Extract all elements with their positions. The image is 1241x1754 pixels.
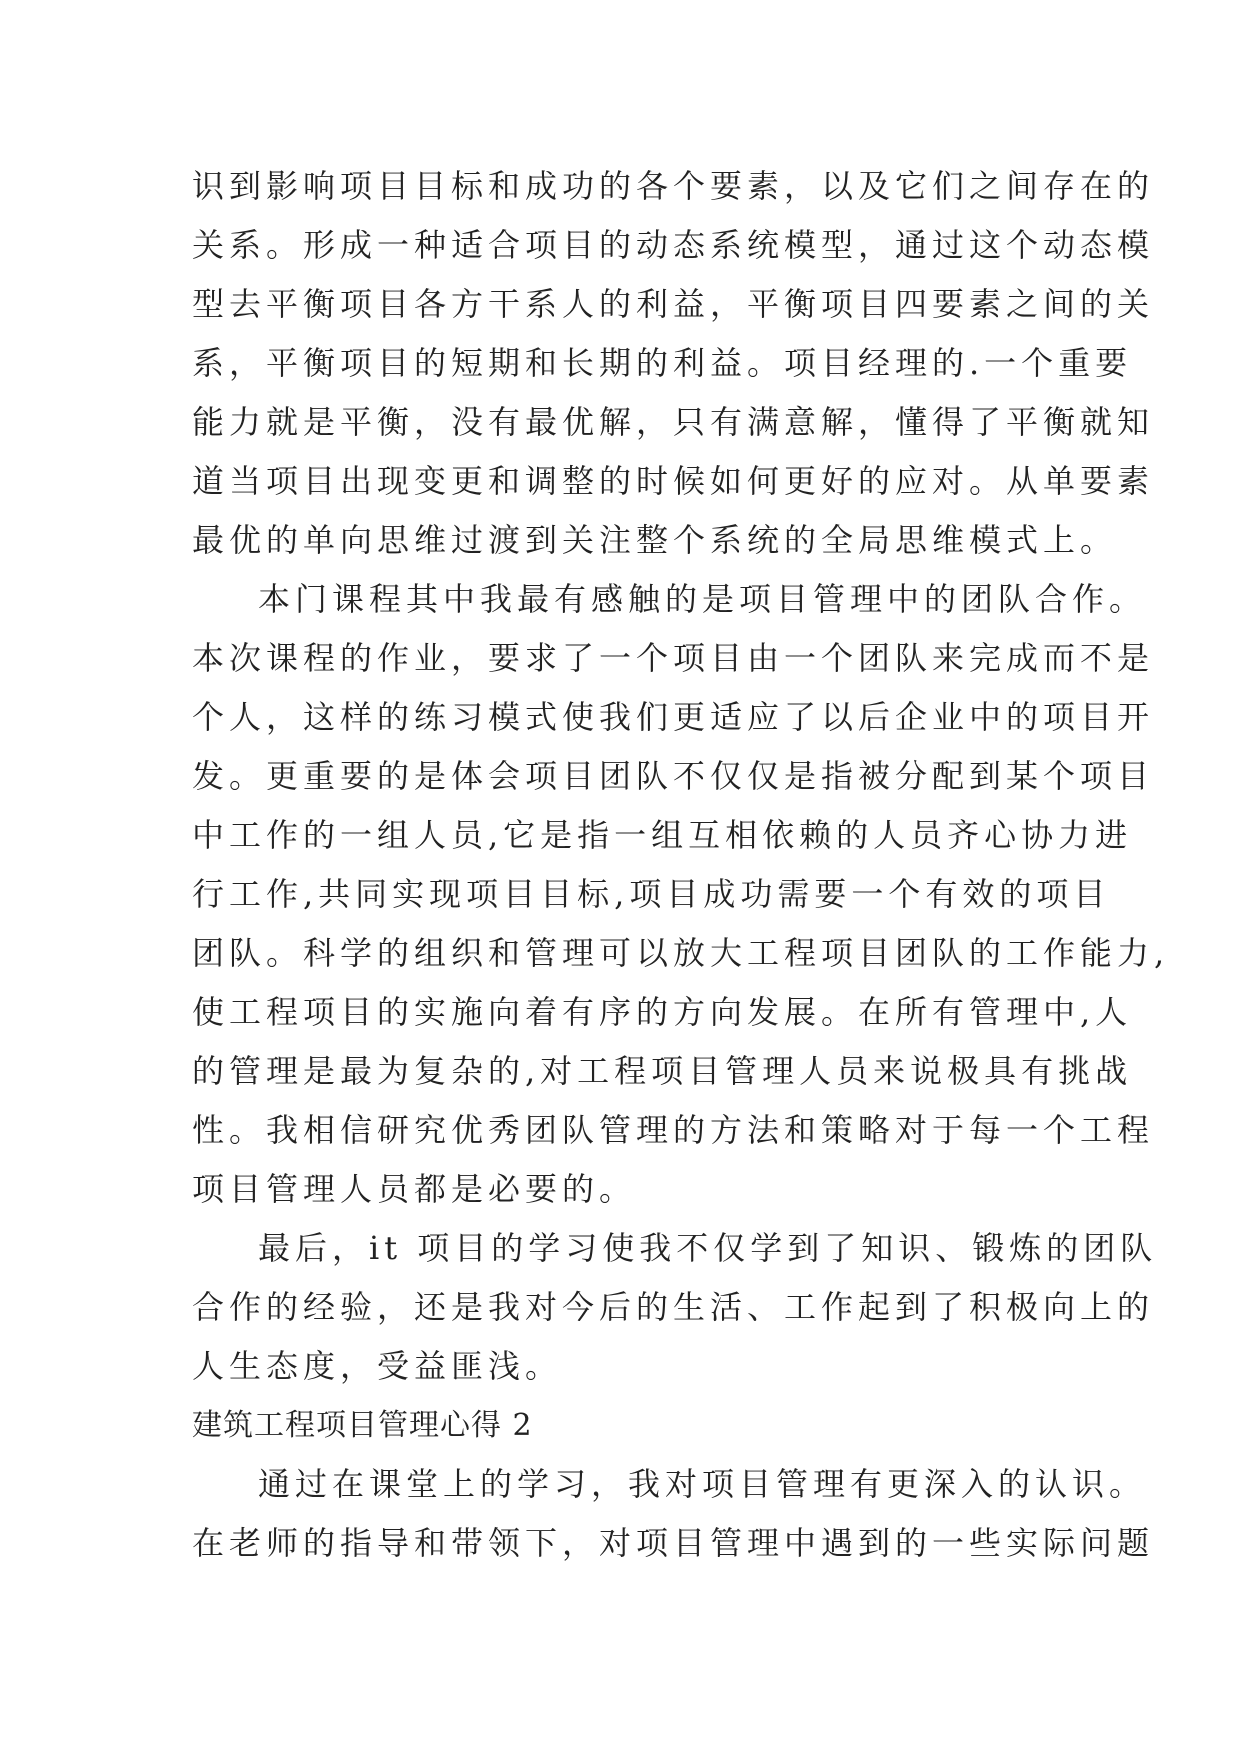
text-line: 使工程项目的实施向着有序的方向发展。在所有管理中,人 xyxy=(192,993,1133,1031)
text-line: 通过在课堂上的学习，我对项目管理有更深入的认识。 xyxy=(258,1465,1147,1503)
text-line: 团队。科学的组织和管理可以放大工程项目团队的工作能力, xyxy=(192,934,1170,972)
text-line: 本次课程的作业，要求了一个项目由一个团队来完成而不是 xyxy=(192,639,1155,677)
text-line: 发。更重要的是体会项目团队不仅仅是指被分配到某个项目 xyxy=(192,757,1155,795)
text-line: 项目管理人员都是必要的。 xyxy=(192,1170,637,1208)
text-line: 合作的经验，还是我对今后的生活、工作起到了积极向上的 xyxy=(192,1288,1155,1326)
text-line: 系，平衡项目的短期和长期的利益。项目经理的.一个重要 xyxy=(192,344,1133,382)
text-line: 性。我相信研究优秀团队管理的方法和策略对于每一个工程 xyxy=(192,1111,1155,1149)
text-line: 个人，这样的练习模式使我们更适应了以后企业中的项目开 xyxy=(192,698,1155,736)
document-body xyxy=(192,157,1170,1573)
text-line: 识到影响项目目标和成功的各个要素，以及它们之间存在的 xyxy=(192,167,1155,205)
text-line: 能力就是平衡，没有最优解，只有满意解，懂得了平衡就知 xyxy=(192,403,1155,441)
text-line: 关系。形成一种适合项目的动态系统模型，通过这个动态模 xyxy=(192,226,1155,264)
text-line: 人生态度，受益匪浅。 xyxy=(192,1347,563,1385)
text-line: 在老师的指导和带领下，对项目管理中遇到的一些实际问题 xyxy=(192,1524,1155,1562)
text-line: 型去平衡项目各方干系人的利益，平衡项目四要素之间的关 xyxy=(192,285,1155,323)
text-line: 最优的单向思维过渡到关注整个系统的全局思维模式上。 xyxy=(192,521,1118,559)
text-line: 本门课程其中我最有感触的是项目管理中的团队合作。 xyxy=(258,580,1147,618)
text-line: 道当项目出现变更和调整的时候如何更好的应对。从单要素 xyxy=(192,462,1155,500)
text-line: 行工作,共同实现项目目标,项目成功需要一个有效的项目 xyxy=(192,875,1111,913)
section-heading: 建筑工程项目管理心得 2 xyxy=(192,1408,533,1443)
text-line: 的管理是最为复杂的,对工程项目管理人员来说极具有挑战 xyxy=(192,1052,1133,1090)
text-line: 中工作的一组人员,它是指一组互相依赖的人员齐心协力进 xyxy=(192,816,1133,854)
text-line: 最后，it 项目的学习使我不仅学到了知识、锻炼的团队 xyxy=(258,1229,1158,1267)
